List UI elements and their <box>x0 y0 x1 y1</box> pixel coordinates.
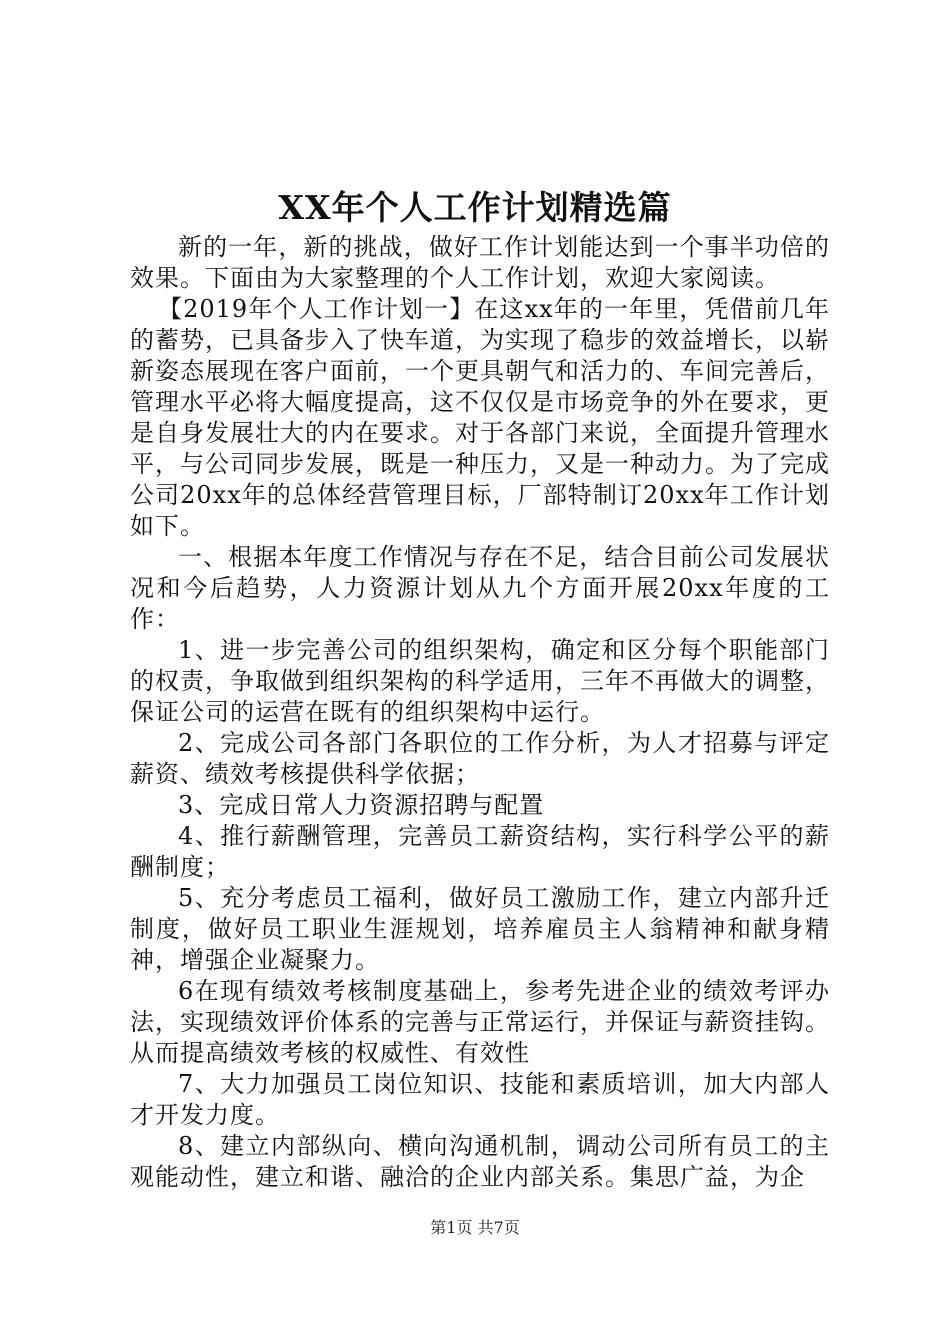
paragraph-item-5: 5、充分考虑员工福利，做好员工激励工作，建立内部升迁制度，做好员工职业生涯规划，培养雇员主人翁精神和献身精神，增强企业凝聚力。 <box>130 884 830 974</box>
paragraph-item-2: 2、完成公司各部门各职位的工作分析，为人才招募与评定薪资、绩效考核提供科学依据； <box>130 729 830 788</box>
paragraph-intro: 新的一年，新的挑战，做好工作计划能达到一个事半功倍的效果。下面由为大家整理的个人工作计划，欢迎大家阅读。 <box>130 233 830 292</box>
document-body <box>130 232 830 1193</box>
document-title: XX年个人工作计划精选篇 <box>278 188 672 227</box>
paragraph-item-8: 8、建立内部纵向、横向沟通机制，调动公司所有员工的主观能动性，建立和谐、融洽的企业内部关系。集思广益，为企 <box>130 1132 830 1191</box>
paragraph-item-3: 3、完成日常人力资源招聘与配置 <box>178 791 545 819</box>
page-number-footer: 第1页 共7页 <box>430 1218 520 1237</box>
paragraph-item-4: 4、推行薪酬管理，完善员工薪资结构，实行科学公平的薪酬制度； <box>130 822 830 881</box>
paragraph-item-1: 1、进一步完善公司的组织架构，确定和区分每个职能部门的权责，争取做到组织架构的科学适用，三年不再做大的调整，保证公司的运营在既有的组织架构中运行。 <box>130 636 830 726</box>
paragraph-section-one: 一、根据本年度工作情况与存在不足，结合目前公司发展状况和今后趋势，人力资源计划从九个方面开展20xx年度的工作： <box>130 543 830 633</box>
paragraph-plan-one: 【2019年个人工作计划一】在这xx年的一年里，凭借前几年的蓄势，已具备步入了快车道，为实现了稳步的效益增长，以崭新姿态展现在客户面前，一个更具朝气和活力的、车间完善后，管理水平必将大幅度提高，这不仅仅是市场竞争的外在要求，更是自身发展壮大的内在要求。对于各部门来说，全面提升管理水平，与公司同步发展，既是一种压力，又是一种动力。为了完成公司20xx年的总体经营管理目标，厂部特制订20xx年工作计划如下。 <box>130 295 830 540</box>
paragraph-item-7: 7、大力加强员工岗位知识、技能和素质培训，加大内部人才开发力度。 <box>130 1070 830 1129</box>
paragraph-item-6: 6在现有绩效考核制度基础上，参考先进企业的绩效考评办法，实现绩效评价体系的完善与正常运行，并保证与薪资挂钩。从而提高绩效考核的权威性、有效性 <box>130 977 830 1067</box>
